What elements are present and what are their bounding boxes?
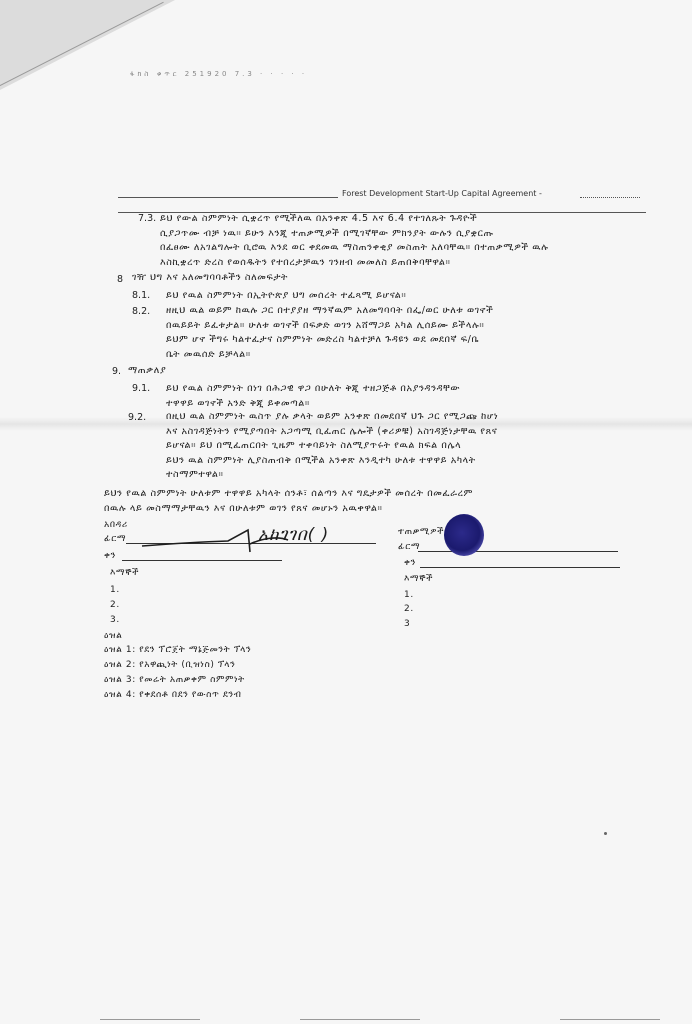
- section-7-3-text: [160, 212, 549, 270]
- lender-signature-label: ፊርማ: [104, 534, 127, 544]
- footer-rule-right: [560, 1019, 660, 1020]
- section-8-2-number: 8.2.: [132, 306, 151, 317]
- text-line: ይህን የዉል ስምምነት ሁለቱም ተዋዋይ አካላት ሰንቶ፣ ሰልጣን እና ግዴታዎች መሰረት በመፈራረም: [104, 488, 474, 499]
- section-9-2-number: 9.2.: [128, 412, 147, 423]
- fax-header-line: ፋክስ ቁጥር 251920 7.3 · · · · ·: [130, 70, 308, 78]
- section-8-title: ገዥ ህግ እና አለመግባባቶችን ስለመፍታት: [132, 272, 289, 283]
- text-line: ይህን ዉል ስምምነት ሊያስጠብቅ በሚችል አንቀጽ እንዲተካ ሁለቱ ተዋዋይ አካላት: [166, 454, 476, 466]
- section-9-2-text: [166, 410, 498, 483]
- footer-rule-mid: [300, 1019, 420, 1020]
- section-8-number: 8: [117, 274, 124, 285]
- text-line: ተስማምተዋል።: [166, 469, 224, 481]
- section-8-1-number: 8.1.: [132, 290, 151, 301]
- text-line: ይሆናል። ይህ በሚፈጠርበት ጊዜም ተቀባይነት ስለሚያጥሩት የዉል ክፍል በሌላ: [166, 440, 462, 452]
- lender-witness-3: 3.: [110, 615, 120, 625]
- annex-title: ዕዝል: [104, 631, 123, 641]
- document-title: Forest Development Start-Up Capital Agreement -: [342, 189, 542, 198]
- header-rule-right: [580, 197, 640, 198]
- section-9-title: ማጠቃለያ: [128, 365, 167, 376]
- section-8-1-text: [166, 289, 406, 304]
- beneficiary-witness-2: 2.: [404, 604, 414, 614]
- lender-witness-2: 2.: [110, 600, 120, 610]
- annex-item: ዕዝል 2: የአዋጪነት (ቢዝነስ) ፕላን: [104, 660, 236, 670]
- footer-rule-left: [100, 1019, 200, 1020]
- section-9-1-number: 9.1.: [132, 383, 151, 394]
- lender-witnesses-title: እማኞች: [110, 568, 140, 578]
- lender-witness-1: 1.: [110, 585, 120, 595]
- section-8-2-text: [166, 304, 493, 362]
- text-line: ዘዚህ ዉል ወይም ከዉሉ ጋር በተያያዘ ማንኛዉም አለመግባባት በፌ/ወር ሁለቱ ወገኖች: [166, 305, 494, 316]
- beneficiary-witnesses-title: እማኞች: [404, 574, 434, 584]
- official-stamp-icon: [444, 514, 484, 556]
- text-line: በዚህ ዉል ስምምነት ዉስጥ ያሉ ቃላት ወይም አንቀጽ በመደበኛ ህጉ ጋር የሚጋጩ ከሆነ: [166, 411, 499, 422]
- text-line: እና አስገዳጅነትን የሚያጣበት አጋጣሚ ቢፈጠር ሌሎች (ቀሪዎቹ) አስገዳጅነታቸዉ የጸና: [166, 425, 498, 437]
- annex-item: ዕዝል 3: የመሬት አጠቃቀም ስምምነት: [104, 675, 245, 685]
- beneficiary-signature-label: ፊርማ: [398, 542, 421, 552]
- text-line: በፈፀሙ ለአገልግሎት ቢሮዉ እንደ ወር ቀደመዉ ማስጠንቀቂያ መስጠት አለባቸዉ። በተጠቃሚዎች ዉሉ: [160, 242, 549, 254]
- text-line: ተዋዋይ ወገኖች አንድ ቅጂ ይቀመጣል።: [166, 397, 310, 409]
- beneficiary-date-label: ቀን: [404, 558, 416, 568]
- annex-item: ዕዝል 1: የደን ፕሮጀት ማኔጅመንት ፕላን: [104, 645, 252, 655]
- text-line: በዉሉ ላይ መስማማታቸዉን እና በሁለቱም ወገን የጸና መሆኑን አዉቀዋል።: [104, 502, 383, 514]
- text-line: ይህም ሆኖ ችግሩ ካልተፈታና ስምምነት መድረስ ካልተቻለ ጉዳዩን ወደ መደበኛ ፍ/ቤ: [166, 334, 480, 346]
- text-line: በዉይይት ይፈቱታል። ሁለቱ ወገኖች በፍቃድ ወገን አሸማጋይ አካል ሊሰይሙ ይችላሉ።: [166, 319, 485, 331]
- text-line: ይህ የውል ስምምነት ሲቋረጥ የሚችለዉ በአንቀጽ 4.5 እና 6.4 የተገለጹት ጉዳዮች: [160, 213, 478, 224]
- lender-signature-text: አከገገበ( ): [258, 525, 330, 545]
- section-7-3-number: 7.3.: [138, 213, 157, 224]
- beneficiary-witness-1: 1.: [404, 590, 414, 600]
- text-line: ይህ የዉል ስምምነት በነገ በሕጋዊ ዋጋ በሁለት ቅጂ ተዘጋጅቶ በአያንዳንዳቸው: [166, 383, 461, 394]
- scan-speck: [604, 832, 607, 835]
- text-line: ሲያጋጥሙ ብቻ ነዉ። ይሁን እንጂ ተጠቃሚዎች በሚገኛቸው ምክንያት ውሉን ሲያቋርጡ: [160, 227, 494, 239]
- beneficiary-signature-line: [418, 551, 618, 552]
- text-line: ይህ የዉል ስምምነት በኢትዮጵያ ህግ መሰረት ተፈጻሚ ይሆናል።: [166, 290, 407, 301]
- header-rule-left: [118, 197, 338, 198]
- section-9-1-text: [166, 382, 460, 411]
- section-9-number: 9.: [112, 366, 122, 377]
- text-line: እስኪቋረጥ ድረስ የወሰዱትን የተበረታቻዉን ገንዘብ መመለስ ይጠበቅባቸዋል።: [160, 256, 451, 268]
- text-line: ቤት መዉሰድ ይቻላል።: [166, 348, 251, 360]
- annex-item: ዕዝል 4: የቀደሰቶ በደን የውስጥ ደንብ: [104, 690, 242, 700]
- lender-date-label: ቀን: [104, 551, 116, 561]
- beneficiary-label: ተጠቃሚዎች: [398, 527, 445, 537]
- lender-label: አበዳሪ: [104, 520, 128, 530]
- beneficiary-date-line: [420, 567, 620, 568]
- beneficiary-witness-3: 3: [404, 619, 411, 629]
- closing-paragraph: [104, 487, 473, 516]
